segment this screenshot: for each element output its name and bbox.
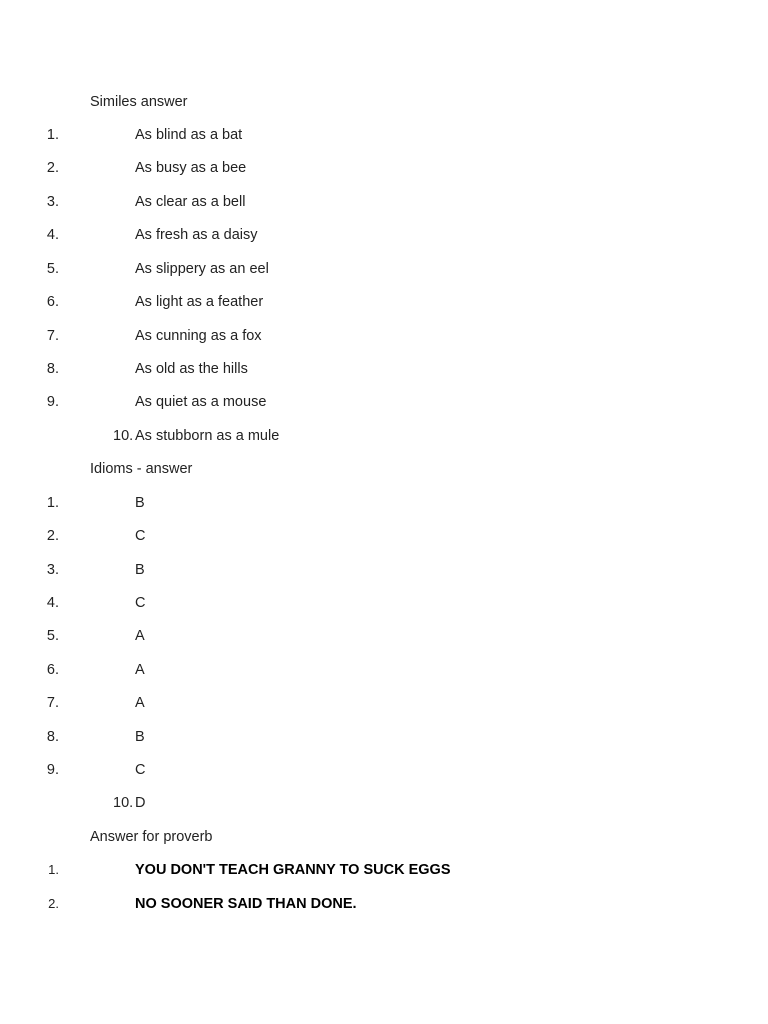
idiom-answer: B [135, 729, 145, 745]
list-number: 1. [46, 127, 59, 143]
list-number: 4. [46, 595, 59, 611]
list-number: 8. [46, 361, 59, 377]
simile-text: As old as the hills [135, 361, 248, 377]
list-number: 10. [113, 428, 134, 444]
simile-text: As stubborn as a mule [135, 428, 280, 444]
idioms-heading: Idioms - answer [90, 461, 193, 477]
list-number: 8. [46, 729, 59, 745]
list-number: 2. [48, 896, 59, 911]
list-number: 2. [46, 528, 59, 544]
idiom-answer: C [135, 762, 146, 778]
proverb-answer: YOU DON'T TEACH GRANNY TO SUCK EGGS [135, 862, 451, 878]
simile-text: As light as a feather [135, 294, 264, 310]
list-number: 10. [113, 795, 134, 811]
list-number: 3. [46, 562, 59, 578]
idiom-answer: C [135, 528, 146, 544]
list-number: 9. [46, 394, 59, 410]
list-number: 6. [46, 294, 59, 310]
simile-text: As cunning as a fox [135, 328, 262, 344]
similes-heading: Similes answer [90, 94, 188, 110]
idiom-answer: B [135, 495, 145, 511]
simile-text: As slippery as an eel [135, 261, 269, 277]
list-number: 7. [46, 695, 59, 711]
list-number: 2. [46, 160, 59, 176]
idiom-answer: B [135, 562, 145, 578]
list-number: 5. [46, 261, 59, 277]
simile-text: As quiet as a mouse [135, 394, 267, 410]
idiom-answer: A [135, 695, 145, 711]
list-number: 1. [48, 862, 59, 877]
proverb-heading: Answer for proverb [90, 829, 213, 845]
simile-text: As clear as a bell [135, 194, 246, 210]
list-number: 6. [46, 662, 59, 678]
idiom-answer: C [135, 595, 146, 611]
simile-text: As blind as a bat [135, 127, 243, 143]
list-number: 4. [46, 227, 59, 243]
list-number: 5. [46, 628, 59, 644]
simile-text: As fresh as a daisy [135, 227, 258, 243]
idiom-answer: D [135, 795, 146, 811]
list-number: 3. [46, 194, 59, 210]
list-number: 7. [46, 328, 59, 344]
list-number: 1. [46, 495, 59, 511]
idiom-answer: A [135, 662, 145, 678]
list-number: 9. [46, 762, 59, 778]
idiom-answer: A [135, 628, 145, 644]
simile-text: As busy as a bee [135, 160, 247, 176]
proverb-answer: NO SOONER SAID THAN DONE. [135, 896, 357, 912]
